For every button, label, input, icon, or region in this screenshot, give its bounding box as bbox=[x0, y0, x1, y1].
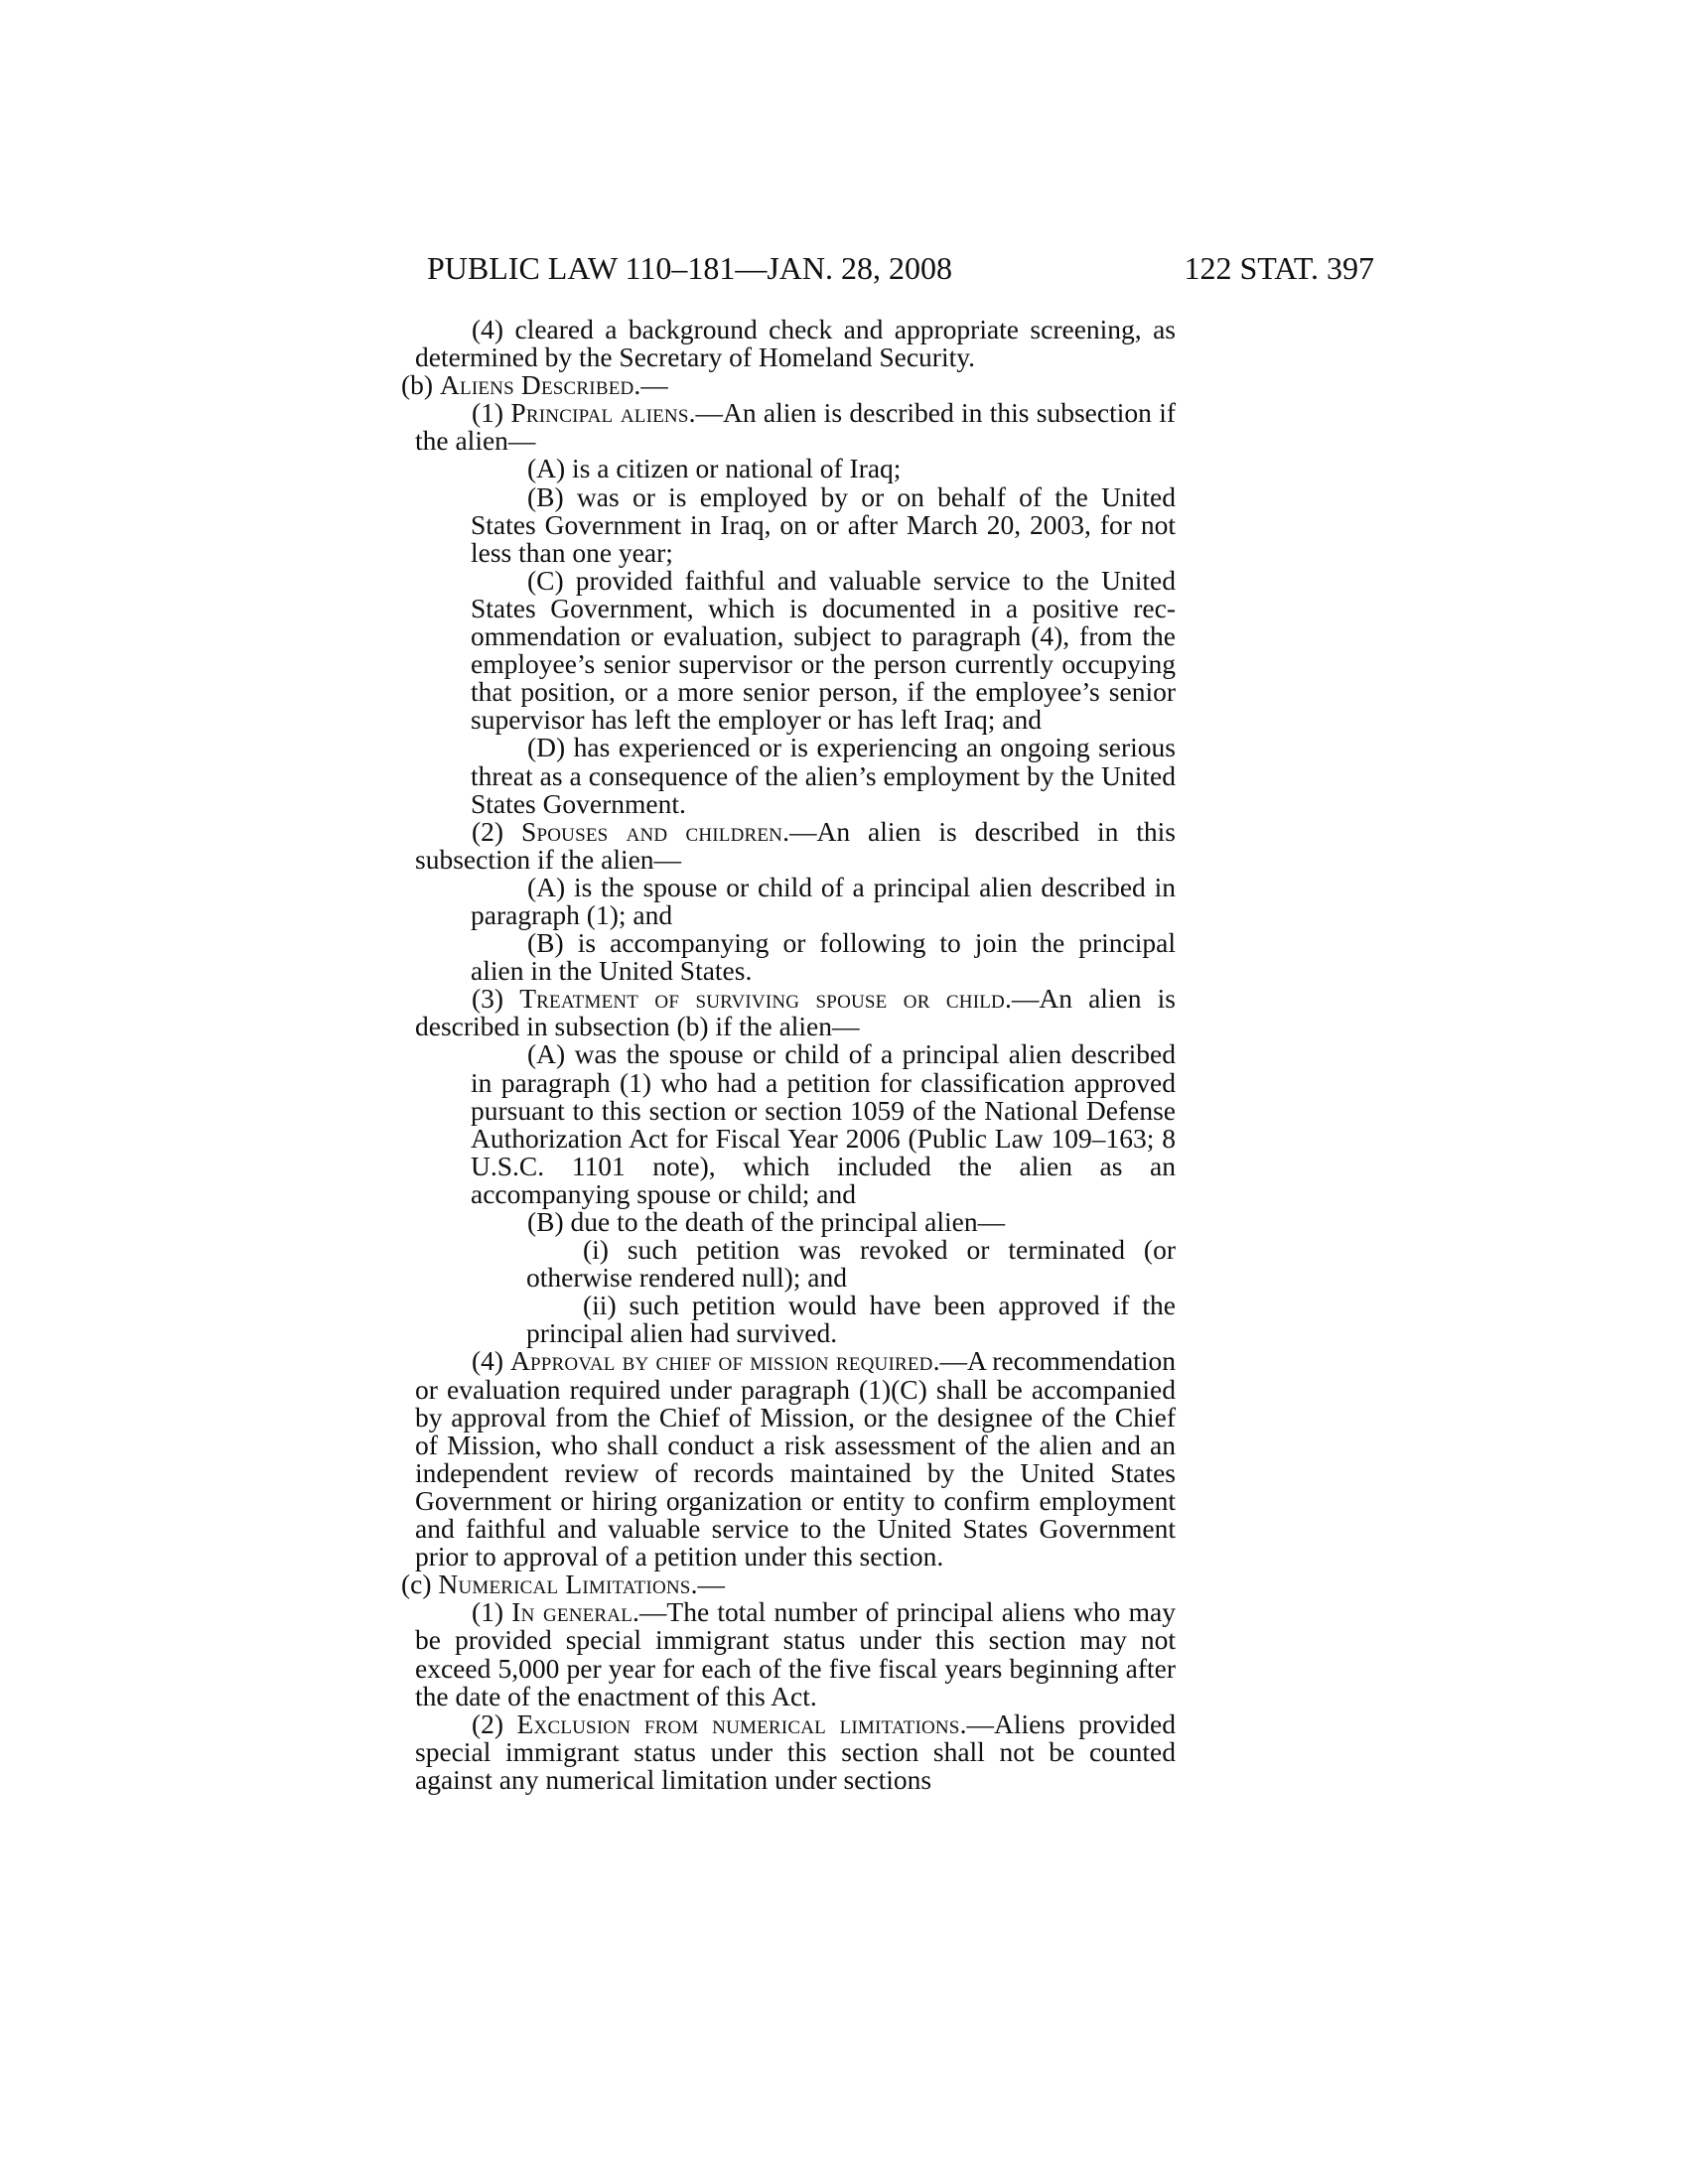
paragraph-b3: (3) Treatment of surviving spouse or child.—An alien is described in subsection (b) if the alien— bbox=[415, 983, 1176, 1042]
paragraph-b1: (1) Principal aliens.—An alien is described in this subsection if the alien— bbox=[415, 397, 1176, 457]
paragraph-heading: Treatment of surviving spouse or child bbox=[519, 983, 1005, 1015]
paragraph-heading: Spouses and children bbox=[521, 815, 783, 847]
paragraph-text: (4) cleared a background check and appropriate screening, as determined by the Secretary of Homeland Security. bbox=[415, 314, 1176, 373]
header-stat-page: 122 STAT. 397 bbox=[1184, 250, 1374, 286]
paragraph-heading: In general bbox=[511, 1596, 633, 1628]
running-header bbox=[427, 246, 1374, 290]
clause-b1-c bbox=[471, 564, 1176, 736]
clause-b2-b bbox=[471, 929, 1176, 985]
clause-b3-b bbox=[471, 1208, 1176, 1236]
paragraph-text: (A) was the spouse or child of a principal alien described in paragraph (1) who had a petition for classification approved pursuant to this section or section 1059 of the National Defense Authorization Act for Fiscal Year 2006 (Public Law 109–163; 8 U.S.C. 1101 note), which included the alien as an accompanying spouse or child; and bbox=[471, 1038, 1176, 1209]
subsection-heading: Aliens Described bbox=[439, 369, 634, 401]
paragraph-b4: (4) Approval by chief of mission required.—A recommendation or evaluation required under paragraph (1)(C) shall be accompanied by approval from the Chief of Mission, or the designee of the Chief of Mission, who shall conduct a risk assessment of the alien and an independent review of records maintained by the United States Government or hiring organization or entity to confirm employment and faithful and valuable service to the United States Government prior to approval of a petition under this section. bbox=[415, 1345, 1176, 1572]
paragraph-text: An alien is described in this subsection if the alien— bbox=[415, 815, 1176, 875]
paragraph-text: (A) is a citizen or national of Iraq; bbox=[527, 453, 902, 484]
paragraph-text: (B) is accompanying or following to join the principal alien in the United States. bbox=[471, 927, 1176, 987]
paragraph-text: (D) has experienced or is experiencing an ongoing serious threat as a consequence of the alien’s employment by the United States Government. bbox=[471, 732, 1176, 819]
clause-b2-a bbox=[471, 871, 1176, 930]
paragraph-text: Aliens provided special immigrant status under this section shall not be counted against any numerical limitation under sections bbox=[415, 1707, 1176, 1795]
subsection-heading: Numerical Limitations bbox=[438, 1569, 691, 1600]
subclause-b3-b-i bbox=[526, 1236, 1176, 1292]
clause-b3-a bbox=[471, 1040, 1176, 1208]
paragraph-heading: Approval by chief of mission required bbox=[509, 1345, 933, 1377]
paragraph-c1: (1) In general.—The total number of principal aliens who may be provided special immigrant status under this section may not exceed 5,000 per year for each of the five fiscal years beginning after the date of the enactment of this Act. bbox=[415, 1596, 1176, 1711]
paragraph-text: (i) such petition was revoked or terminated (or otherwise rendered null); and bbox=[526, 1234, 1176, 1294]
paragraph-text: The total number of principal aliens who may be provided special immigrant status under this section may not exceed 5,000 per year for each of the five fiscal years beginning after the date of the enactment of this Act. bbox=[415, 1596, 1176, 1711]
paragraph-text: (C) provided faithful and valuable service to the United States Government, which is documented in a positive recommendation or evaluation, subject to paragraph (4), from the employee’s senior supervisor or the person currently occupying that position, or a more senior person, if the employee’s senior supervisor has left the employer or has left Iraq; and bbox=[471, 564, 1176, 736]
paragraph-a4 bbox=[415, 316, 1176, 371]
paragraph-text: (B) was or is employed by or on behalf of the United States Government in Iraq, on or after March 20, 2003, for not less than one year; bbox=[471, 480, 1176, 568]
paragraph-text: (A) is the spouse or child of a principal alien described in paragraph (1); and bbox=[471, 871, 1176, 930]
paragraph-heading: Principal aliens bbox=[510, 397, 689, 429]
clause-b1-b bbox=[471, 480, 1176, 568]
paragraph-text: An alien is described in this subsection if the alien— bbox=[415, 397, 1176, 457]
clause-b1-d bbox=[471, 734, 1176, 817]
header-title: PUBLIC LAW 110–181—JAN. 28, 2008 bbox=[427, 250, 952, 286]
paragraph-text: (B) due to the death of the principal alien— bbox=[527, 1206, 1006, 1237]
subsection-b-heading: (b) Aliens Described.— bbox=[401, 369, 668, 401]
statute-text bbox=[359, 316, 1176, 1794]
paragraph-text: An alien is described in subsection (b) if the alien— bbox=[415, 983, 1176, 1042]
subclause-b3-b-ii bbox=[526, 1292, 1176, 1347]
clause-b1-a bbox=[471, 455, 1176, 482]
paragraph-c2: (2) Exclusion from numerical limitations.—Aliens provided special immigrant status under this section shall not be counted against any numerical limitation under sections bbox=[415, 1707, 1176, 1795]
paragraph-heading: Exclusion from numerical limitations bbox=[516, 1707, 960, 1739]
paragraph-text: (ii) such petition would have been approved if the principal alien had survived. bbox=[526, 1290, 1176, 1349]
paragraph-b2: (2) Spouses and children.—An alien is described in this subsection if the alien— bbox=[415, 815, 1176, 875]
paragraph-text: A recommendation or evaluation required under paragraph (1)(C) shall be accompanied by approval from the Chief of Mission, or the designee of the Chief of Mission, who shall conduct a risk assessment of the alien and an independent review of records maintained by the United States Government or hiring organization or entity to confirm employment and faithful and valuable service to the United States Government prior to approval of a petition under this section. bbox=[415, 1345, 1176, 1572]
subsection-c-heading: (c) Numerical Limitations.— bbox=[401, 1569, 725, 1600]
